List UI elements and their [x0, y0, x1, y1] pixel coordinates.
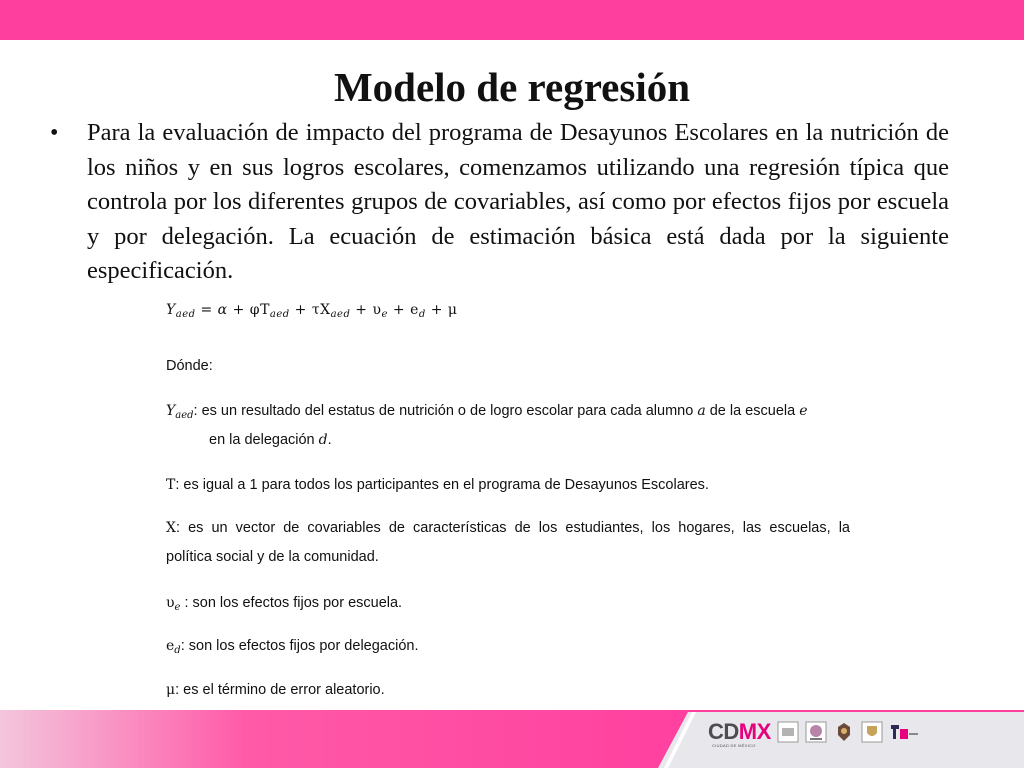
definition-e: $e_d$: son los efectos fijos por delegación.	[166, 638, 419, 656]
eq-y: Y	[166, 302, 176, 318]
eq-phi-t: φT	[249, 302, 270, 318]
regression-equation: $Y_{aed} = \alpha + \varphi T_{aed} + \tau X_{aed} + \upsilon_e + e_d + \mu$	[166, 302, 458, 320]
definition-y: $Y_{aed}$: es un resultado del estatus de nutrición o de logro escolar para cada alumno a de la escuela e	[166, 403, 808, 421]
cdmx-logo: CDMX CIUDAD DE MÉXICO	[708, 719, 771, 748]
eq-e: e	[410, 302, 419, 318]
bullet-text: Para la evaluación de impacto del programa de Desayunos Escolares en la nutrición de los niños y en sus logros escolares, comenzamos utilizando una regresión típica que controla por los diferentes grupos de covariables, así como por efectos fijos por escuela y por delegación. La ecuación de estimación básica está dada por la siguiente especificación.	[87, 119, 949, 284]
eq-upsilon: υ	[372, 302, 382, 318]
definition-mu: μ: es el término de error aleatorio.	[166, 682, 385, 698]
definition-x: X: es un vector de covariables de características de los estudiantes, los hogares, las escuelas, la	[166, 520, 850, 536]
dif-seal-icon	[777, 721, 799, 743]
footer-gradient	[0, 710, 700, 768]
eq-alpha: α	[217, 302, 228, 318]
definition-upsilon: $\upsilon_e$ : son los efectos fijos por escuela.	[166, 595, 403, 613]
eq-tau-x: τX	[311, 302, 331, 318]
top-accent-bar	[0, 0, 1024, 40]
footer-logos	[708, 718, 919, 746]
definition-x-line2: política social y de la comunidad.	[166, 549, 379, 565]
definition-t: T: es igual a 1 para todos los participantes en el programa de Desayunos Escolares.	[166, 477, 709, 493]
donde-label: Dónde:	[166, 358, 213, 374]
coat-of-arms-icon	[805, 721, 827, 743]
shield-icon	[861, 721, 883, 743]
slide-title: Modelo de regresión	[333, 64, 691, 110]
institution-logo-icon	[889, 721, 919, 743]
emblem-icon	[833, 721, 855, 743]
bullet-marker: •	[50, 120, 59, 146]
eq-mu: μ	[447, 302, 458, 318]
definition-y-line2: en la delegación d.	[209, 432, 332, 448]
